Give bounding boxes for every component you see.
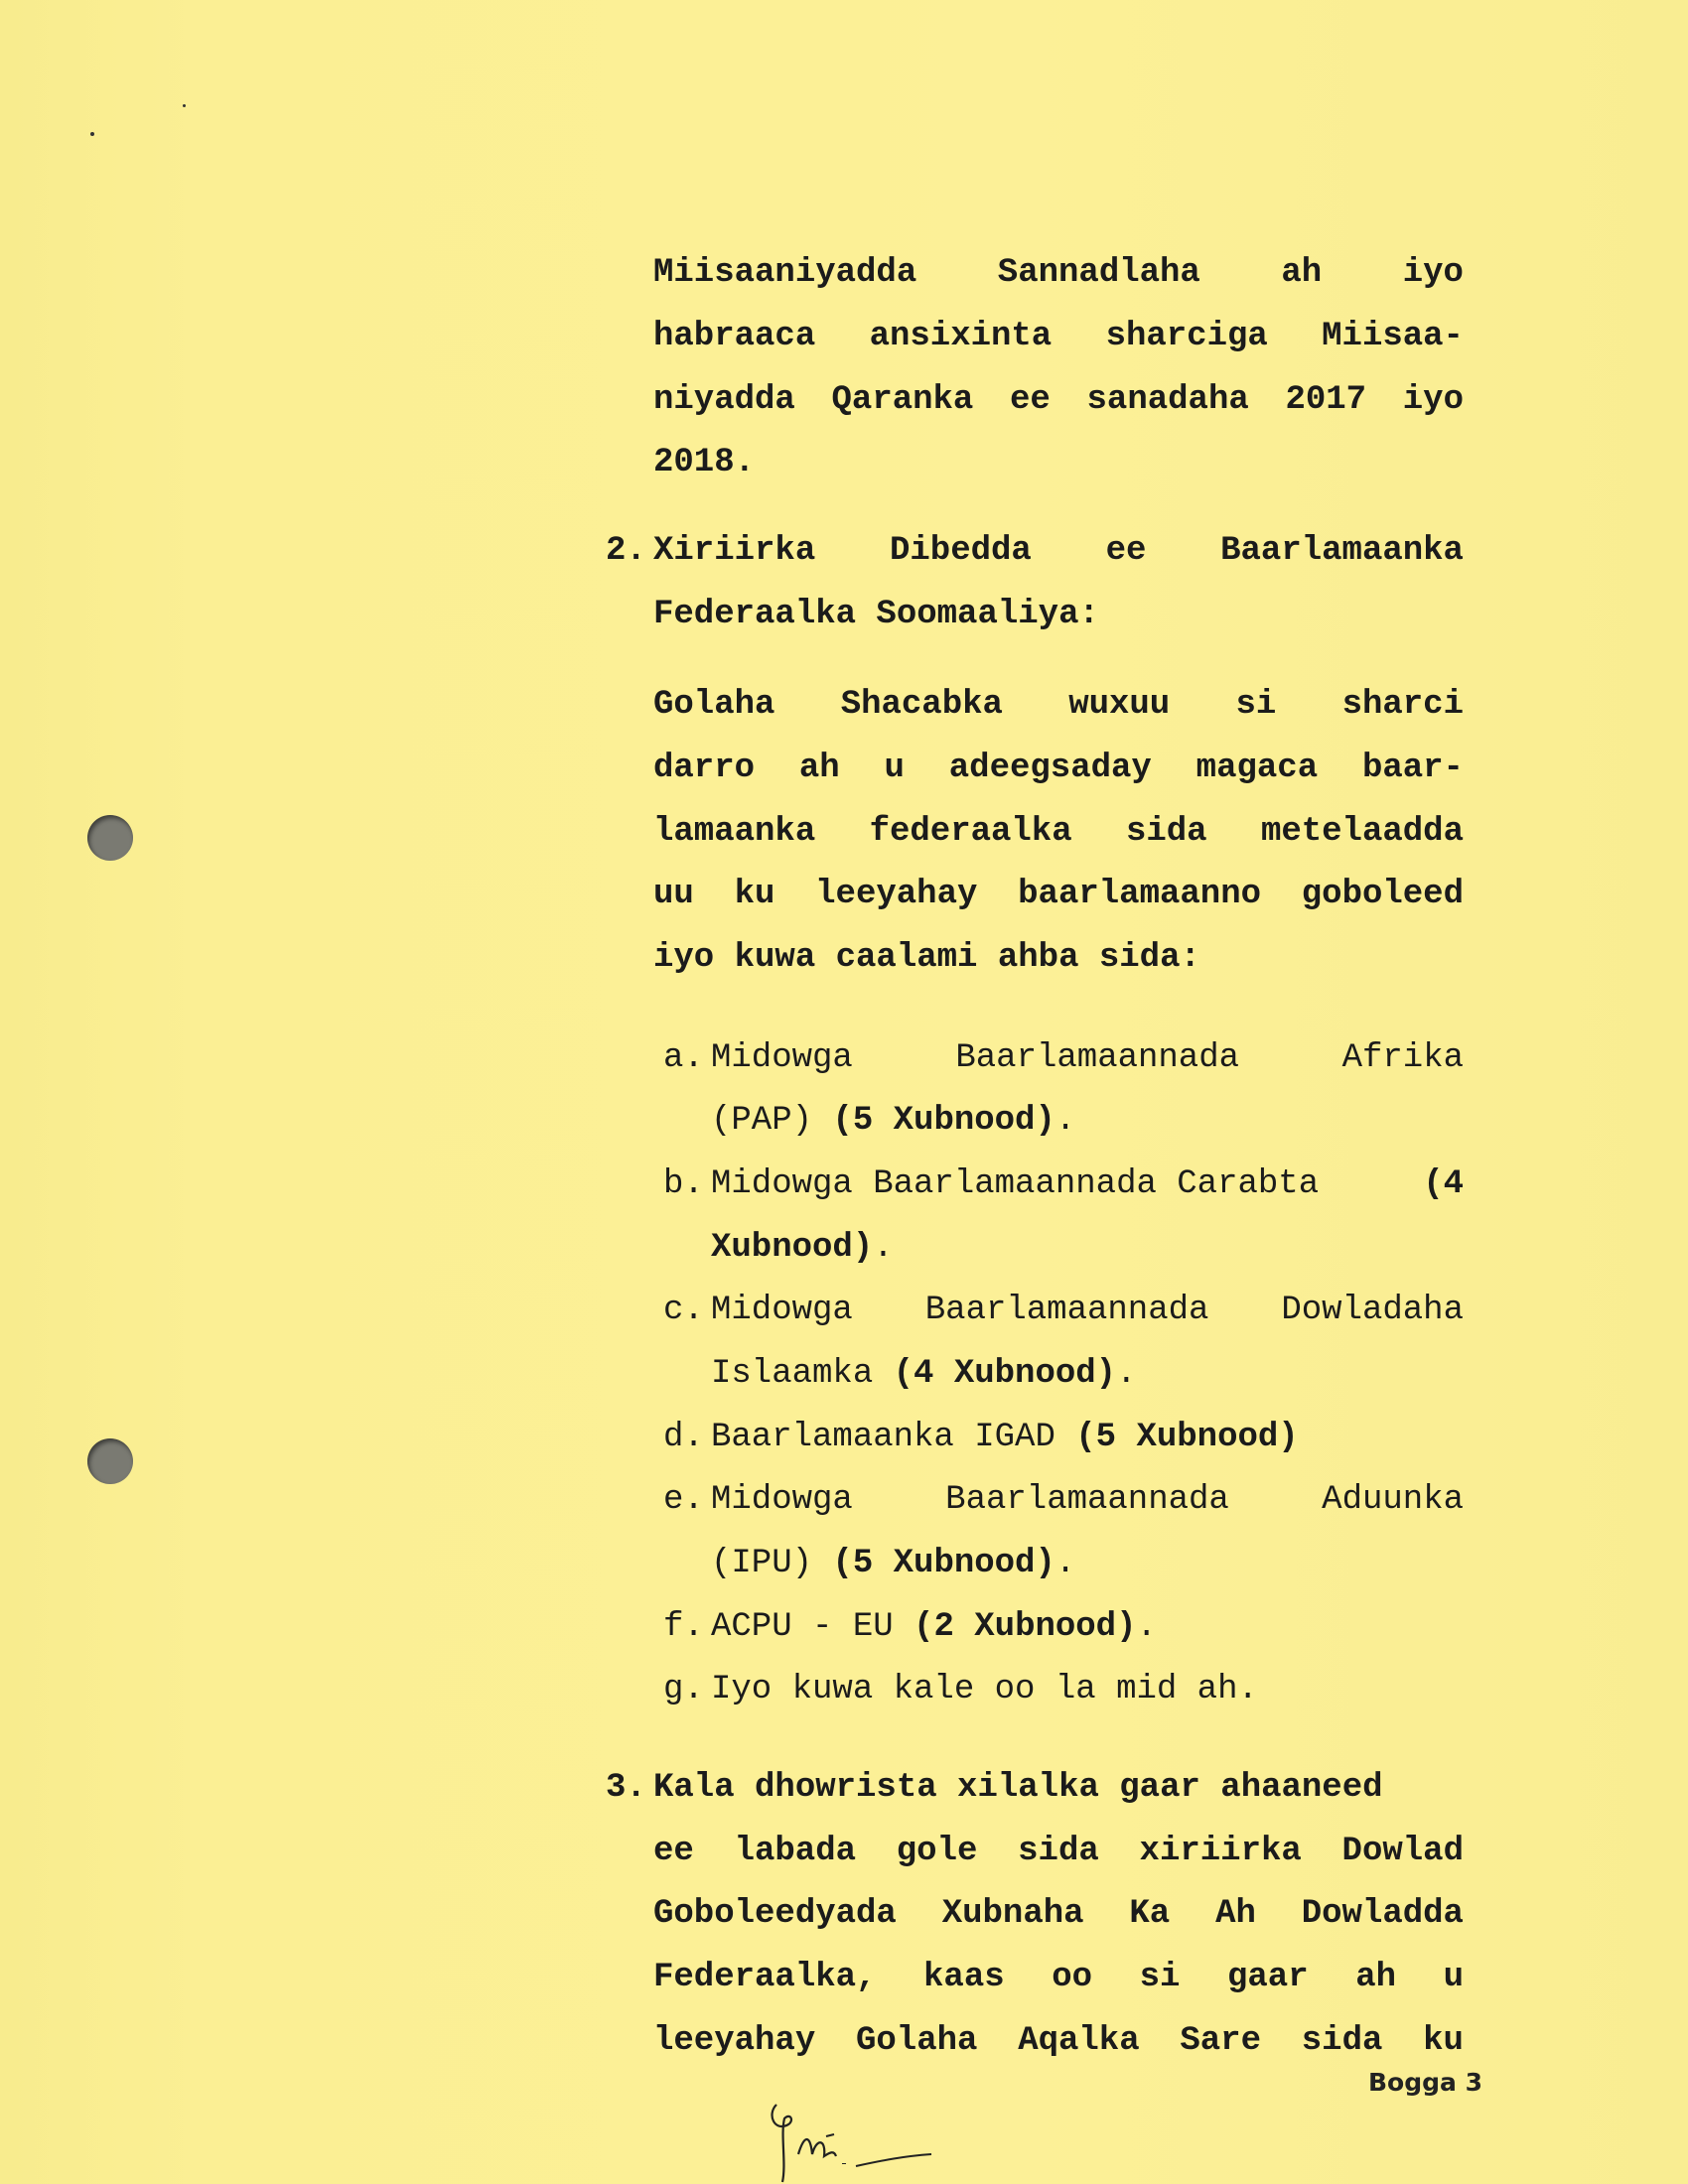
ink-speck <box>90 132 94 136</box>
word: magaca <box>1196 750 1319 787</box>
punch-hole <box>87 815 133 861</box>
word: Golaha <box>653 686 775 724</box>
word: leeyahay <box>653 2022 816 2060</box>
word: Federaalka Soomaaliya: <box>653 596 1099 633</box>
word: darro <box>653 750 756 787</box>
word: Midowga <box>711 1481 853 1519</box>
section3-line <box>653 2021 1464 2061</box>
list-item <box>711 1607 1157 1647</box>
word: habraaca <box>653 318 816 355</box>
list-item-continuation <box>711 1544 1075 1583</box>
word: Ka <box>1129 1895 1171 1933</box>
section-title-line <box>653 595 1099 634</box>
list-item-continuation <box>711 1101 1075 1141</box>
word: iyo <box>1402 254 1464 292</box>
word: Afrika <box>1341 1039 1464 1077</box>
list-marker: e. <box>663 1481 704 1519</box>
list-item-text: Islaamka <box>711 1355 894 1393</box>
list-item-continuation <box>711 1228 894 1268</box>
word: Dowladaha <box>1281 1292 1464 1329</box>
word: Xubnaha <box>941 1895 1084 1933</box>
punctuation: . <box>873 1229 894 1267</box>
section-number: 3. <box>606 1769 646 1807</box>
section3-line <box>653 1894 1464 1934</box>
ink-speck <box>183 104 186 107</box>
word: Baarlamaannada <box>945 1481 1229 1519</box>
continuation-line <box>653 380 1464 420</box>
word: sida <box>1018 1833 1099 1870</box>
punctuation: . <box>1055 1102 1076 1140</box>
page-number: Bogga 3 <box>1368 2068 1482 2097</box>
word: Sare <box>1180 2022 1261 2060</box>
list-item-text: (PAP) <box>711 1102 833 1140</box>
word: Midowga <box>711 1292 853 1329</box>
list-item <box>711 1480 1464 1520</box>
word: u <box>1443 1959 1464 1996</box>
paragraph-line <box>653 938 1200 978</box>
paragraph-line <box>653 685 1464 725</box>
word: Miisaaniyadda <box>653 254 917 292</box>
section3-line <box>653 1958 1464 1997</box>
word: iyo <box>1402 381 1464 419</box>
word: sida <box>1301 2022 1383 2060</box>
word: iyo kuwa caalami ahba sida: <box>653 939 1200 977</box>
list-item-text: ACPU - EU <box>711 1608 914 1646</box>
word: oo <box>1052 1959 1093 1996</box>
word: Baarlamaannada <box>924 1292 1209 1329</box>
word: sharciga <box>1105 318 1268 355</box>
paragraph-line <box>653 812 1464 852</box>
word: Federaalka, <box>653 1959 877 1996</box>
word: 2017 <box>1285 381 1367 419</box>
word: baar- <box>1361 750 1464 787</box>
word: Dowlad <box>1341 1833 1464 1870</box>
word: Qaranka <box>831 381 974 419</box>
word: ansixinta <box>869 318 1053 355</box>
word: Golaha <box>856 2022 978 2060</box>
word: Xiriirka <box>653 532 816 570</box>
list-marker: g. <box>663 1671 704 1708</box>
word: gole <box>896 1833 978 1870</box>
word: lamaanka <box>653 813 816 851</box>
list-item <box>711 1418 1299 1457</box>
list-item-text: Iyo kuwa kale oo la mid ah. <box>711 1671 1258 1708</box>
list-item-continuation <box>711 1354 1136 1394</box>
word: federaalka <box>869 813 1072 851</box>
word: goboleed <box>1301 876 1464 913</box>
paragraph-line <box>653 875 1464 914</box>
word: sida <box>1125 813 1207 851</box>
list-item-text: (IPU) <box>711 1545 833 1582</box>
list-item <box>711 1670 1258 1709</box>
word: ah <box>1281 254 1323 292</box>
word: leeyahay <box>815 876 978 913</box>
word: adeegsaday <box>948 750 1152 787</box>
punch-hole <box>87 1438 133 1484</box>
word: u <box>884 750 905 787</box>
word: ah <box>798 750 840 787</box>
list-marker: b. <box>663 1165 704 1203</box>
section-title-line <box>653 531 1464 571</box>
list-marker: c. <box>663 1292 704 1329</box>
continuation-line <box>653 317 1464 356</box>
word: Midowga Baarlamaannada Carabta <box>711 1165 1320 1203</box>
word: Aqalka <box>1018 2022 1140 2060</box>
signature-initials <box>765 2095 943 2184</box>
word: wuxuu <box>1068 686 1171 724</box>
punctuation: . <box>1055 1545 1076 1582</box>
word: Dowladda <box>1301 1895 1464 1933</box>
continuation-line <box>653 443 755 482</box>
word: si <box>1235 686 1277 724</box>
word: ku <box>1423 2022 1464 2060</box>
word: baarlamaanno <box>1018 876 1261 913</box>
word: kaas <box>923 1959 1005 1996</box>
punctuation: . <box>1136 1608 1157 1646</box>
word: ee <box>1010 381 1051 419</box>
member-count: Xubnood) <box>711 1229 874 1267</box>
word: Goboleedyada <box>653 1895 897 1933</box>
word: sanadaha <box>1086 381 1249 419</box>
punctuation: . <box>1116 1355 1137 1393</box>
word: Miisaa- <box>1322 318 1464 355</box>
word: Sannadlaha <box>997 254 1200 292</box>
section-number: 2. <box>606 532 646 570</box>
list-item <box>711 1038 1464 1078</box>
word: xiriirka <box>1139 1833 1302 1870</box>
word: ku <box>734 876 775 913</box>
list-item <box>711 1291 1464 1330</box>
word: labada <box>734 1833 856 1870</box>
word: Baarlamaannada <box>955 1039 1240 1077</box>
word: (4 <box>1423 1165 1464 1203</box>
word: gaar <box>1227 1959 1309 1996</box>
list-marker: f. <box>663 1608 704 1646</box>
section3-line <box>653 1832 1464 1871</box>
word: si <box>1139 1959 1181 1996</box>
word: ah <box>1355 1959 1397 1996</box>
member-count: (5 Xubnood) <box>832 1102 1055 1140</box>
list-item <box>711 1164 1464 1204</box>
paragraph-line <box>653 749 1464 788</box>
word: ee <box>1105 532 1147 570</box>
word: ee <box>653 1833 694 1870</box>
word: uu <box>653 876 694 913</box>
word: Baarlamaanka <box>1220 532 1464 570</box>
member-count: (5 Xubnood) <box>832 1545 1055 1582</box>
word: metelaadda <box>1260 813 1464 851</box>
word: Kala dhowrista xilalka gaar ahaaneed <box>653 1769 1383 1807</box>
continuation-line <box>653 253 1464 293</box>
word: sharci <box>1341 686 1464 724</box>
word: Ah <box>1215 1895 1256 1933</box>
list-marker: a. <box>663 1039 704 1077</box>
member-count: (2 Xubnood) <box>914 1608 1137 1646</box>
member-count: (5 Xubnood) <box>1075 1419 1299 1456</box>
word: Shacabka <box>840 686 1003 724</box>
word: Dibedda <box>889 532 1032 570</box>
list-item-text: Baarlamaanka IGAD <box>711 1419 1076 1456</box>
word: 2018. <box>653 444 756 481</box>
word: niyadda <box>653 381 795 419</box>
member-count: (4 Xubnood) <box>893 1355 1117 1393</box>
section3-line <box>653 1768 1383 1808</box>
word: Aduunka <box>1322 1481 1464 1519</box>
word: Midowga <box>711 1039 853 1077</box>
list-marker: d. <box>663 1419 704 1456</box>
